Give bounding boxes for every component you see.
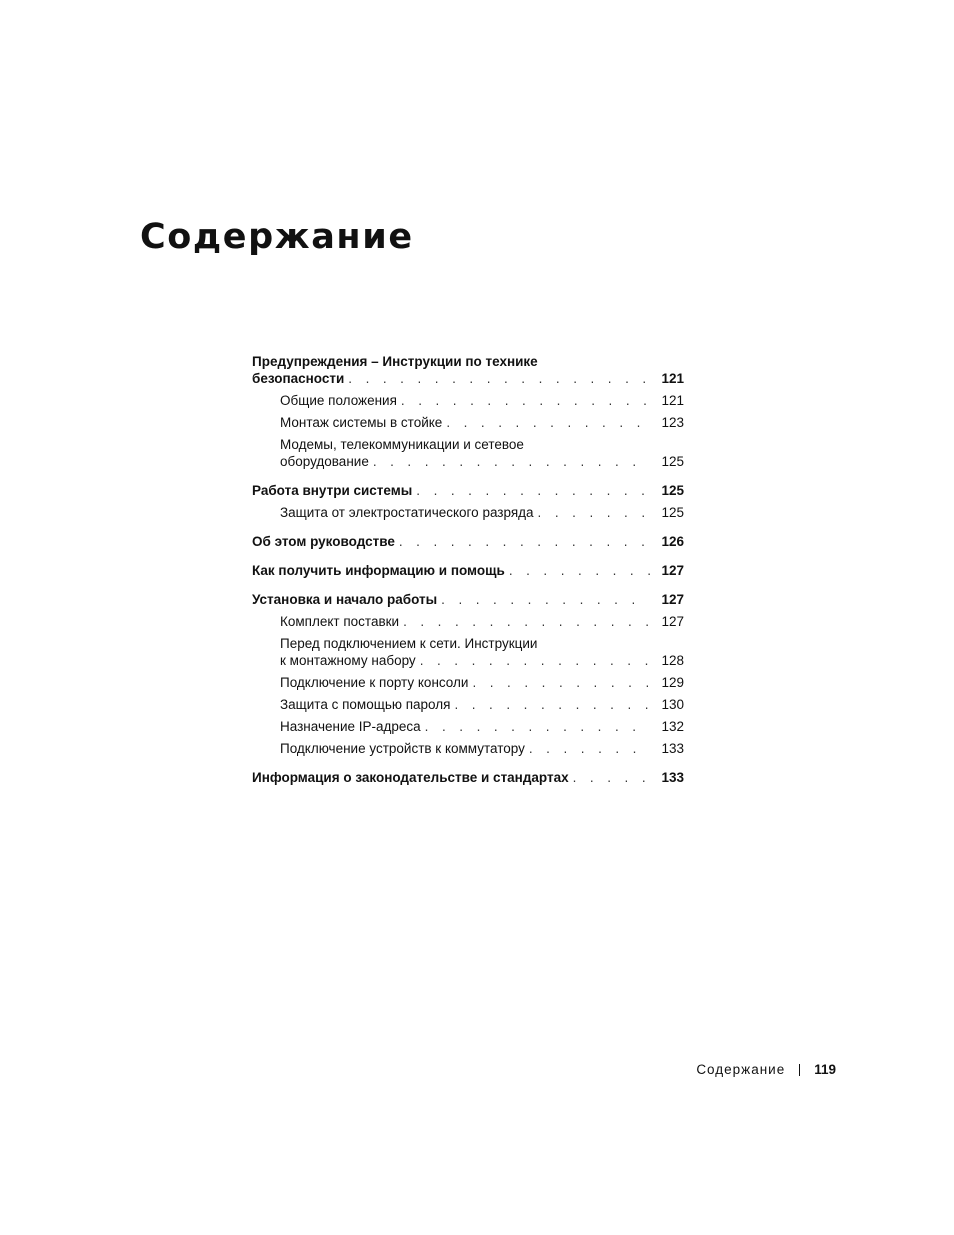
footer-page-number: 119 (814, 1062, 836, 1077)
toc-subentry[interactable] (280, 392, 686, 409)
dot-leader (441, 591, 650, 608)
dot-leader (446, 414, 650, 431)
toc-entry-text: к монтажному набору (280, 653, 416, 668)
dot-leader (348, 370, 650, 387)
toc-section (252, 533, 686, 550)
dot-leader (403, 613, 650, 630)
toc-entry-text: Комплект поставки (280, 614, 400, 629)
toc-page-number: 121 (661, 393, 684, 408)
toc-entry-text: Защита с помощью пароля (280, 697, 451, 712)
toc-subentry[interactable] (280, 613, 686, 630)
toc-subentry[interactable] (280, 414, 686, 431)
toc-section (252, 562, 686, 579)
toc-page-number: 127 (661, 614, 684, 629)
toc-page-number: 127 (661, 563, 684, 578)
toc-entry-text: безопасности (252, 371, 345, 386)
dot-leader (416, 482, 650, 499)
toc-page-number: 126 (661, 534, 684, 549)
toc-entry-text-line: Перед подключением к сети. Инструкции (280, 636, 538, 651)
toc-entry-text: Как получить информацию и помощь (252, 563, 505, 578)
toc-entry-text: Подключение устройств к коммутатору (280, 741, 525, 756)
toc-page-number: 133 (661, 741, 684, 756)
toc-section (252, 482, 686, 521)
toc-subentry[interactable] (280, 674, 686, 691)
page-title: Содержание (140, 217, 414, 257)
dot-leader (509, 562, 650, 579)
toc-page-number: 121 (661, 371, 684, 386)
toc-subentry[interactable] (280, 696, 686, 713)
toc-section-heading[interactable] (252, 533, 686, 550)
toc-section-heading[interactable] (252, 353, 686, 387)
toc-entry-text: Общие положения (280, 393, 397, 408)
toc-page-number: 127 (661, 592, 684, 607)
toc-section-heading[interactable] (252, 562, 686, 579)
toc-entry-text: оборудование (280, 454, 369, 469)
toc-subentry[interactable] (280, 740, 686, 757)
toc-section-heading[interactable] (252, 769, 686, 786)
footer-separator (799, 1064, 800, 1076)
toc-entry-text: Установка и начало работы (252, 592, 438, 607)
toc-section (252, 353, 686, 470)
toc-entry-text: Работа внутри системы (252, 483, 413, 498)
toc-section-heading[interactable] (252, 591, 686, 608)
toc-page-number: 133 (661, 770, 684, 785)
dot-leader (401, 392, 650, 409)
dot-leader (454, 696, 650, 713)
toc-page-number: 130 (661, 697, 684, 712)
dot-leader (538, 504, 650, 521)
toc-page-number: 128 (661, 653, 684, 668)
toc-subentry[interactable] (280, 635, 686, 669)
toc-page-number: 125 (661, 454, 684, 469)
dot-leader (373, 453, 650, 470)
toc-page-number: 129 (661, 675, 684, 690)
toc-entry-text: Об этом руководстве (252, 534, 395, 549)
toc-entry-text-line: Предупреждения – Инструкции по технике (252, 354, 538, 369)
dot-leader (399, 533, 650, 550)
toc-entry-text: Подключение к порту консоли (280, 675, 469, 690)
dot-leader (573, 769, 650, 786)
toc-section (252, 769, 686, 786)
page-footer (696, 1061, 836, 1079)
toc-section-heading[interactable] (252, 482, 686, 499)
toc-entry-text: Защита от электростатического разряда (280, 505, 534, 520)
table-of-contents (252, 353, 686, 798)
toc-entry-text: Информация о законодательстве и стандартах (252, 770, 569, 785)
dot-leader (529, 740, 650, 757)
toc-entry-text: Назначение IP-адреса (280, 719, 421, 734)
toc-section (252, 591, 686, 757)
toc-subentry[interactable] (280, 718, 686, 735)
dot-leader (420, 652, 650, 669)
toc-page-number: 125 (661, 505, 684, 520)
toc-entry-text: Монтаж системы в стойке (280, 415, 443, 430)
toc-subentry[interactable] (280, 504, 686, 521)
footer-label: Содержание (696, 1062, 786, 1077)
dot-leader (472, 674, 650, 691)
toc-page-number: 125 (661, 483, 684, 498)
toc-subentry[interactable] (280, 436, 686, 470)
toc-page-number: 132 (661, 719, 684, 734)
toc-entry-text-line: Модемы, телекоммуникации и сетевое (280, 437, 524, 452)
toc-page-number: 123 (661, 415, 684, 430)
dot-leader (425, 718, 650, 735)
